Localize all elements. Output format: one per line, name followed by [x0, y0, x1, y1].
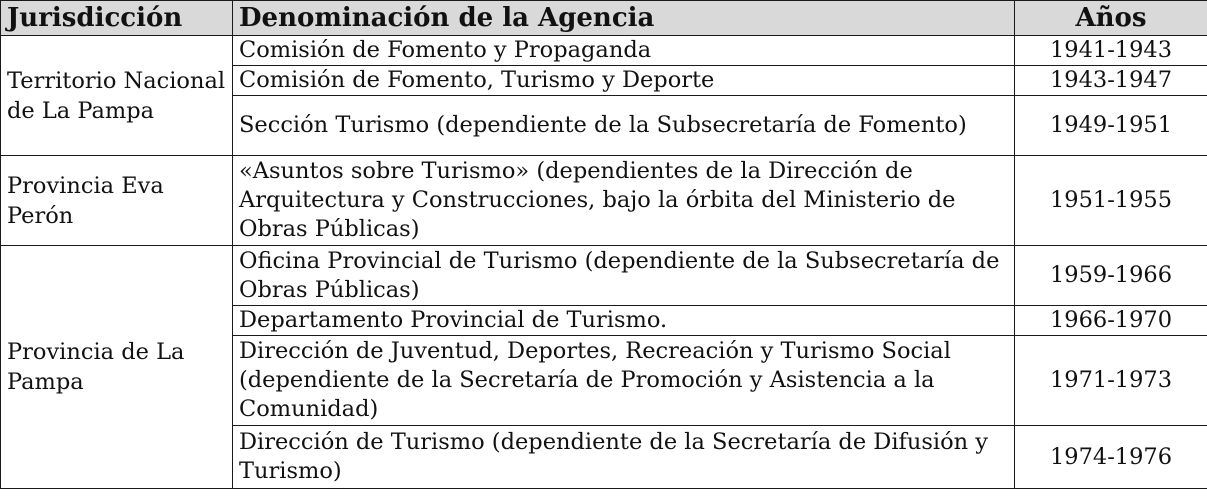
agencia-cell: Oficina Provincial de Turismo (dependiente de la Subsecretaría de Obras Públicas) [233, 246, 1015, 306]
agencia-cell: Dirección de Turismo (dependiente de la Secretaría de Difusión y Turismo) [233, 426, 1015, 489]
jurisdiccion-cell: Territorio Nacional de La Pampa [1, 36, 233, 156]
agencia-cell: Comisión de Fomento, Turismo y Deporte [233, 66, 1015, 96]
agencia-cell: Dirección de Juventud, Deportes, Recreación y Turismo Social (dependiente de la Secretaría de Promoción y Asistencia a la Comunidad) [233, 336, 1015, 426]
anios-cell: 1974-1976 [1015, 426, 1207, 489]
table-row [1, 36, 1207, 66]
agencia-cell: Comisión de Fomento y Propaganda [233, 36, 1015, 66]
header-agencia: Denominación de la Agencia [233, 1, 1015, 36]
anios-cell: 1959-1966 [1015, 246, 1207, 306]
header-anios: Años [1015, 1, 1207, 36]
anios-cell: 1971-1973 [1015, 336, 1207, 426]
agencia-cell: Sección Turismo (dependiente de la Subsecretaría de Fomento) [233, 96, 1015, 156]
table-row [1, 156, 1207, 246]
header-row [1, 1, 1207, 36]
anios-cell: 1943-1947 [1015, 66, 1207, 96]
table-row [1, 246, 1207, 306]
anios-cell: 1949-1951 [1015, 96, 1207, 156]
jurisdiccion-cell: Provincia Eva Perón [1, 156, 233, 246]
anios-cell: 1941-1943 [1015, 36, 1207, 66]
header-jurisdiccion: Jurisdicción [1, 1, 233, 36]
agencia-cell: «Asuntos sobre Turismo» (dependientes de la Dirección de Arquitectura y Construcciones, bajo la órbita del Ministerio de Obras Públicas) [233, 156, 1015, 246]
anios-cell: 1951-1955 [1015, 156, 1207, 246]
agencia-cell: Departamento Provincial de Turismo. [233, 306, 1015, 336]
anios-cell: 1966-1970 [1015, 306, 1207, 336]
jurisdiccion-cell: Provincia de La Pampa [1, 246, 233, 489]
